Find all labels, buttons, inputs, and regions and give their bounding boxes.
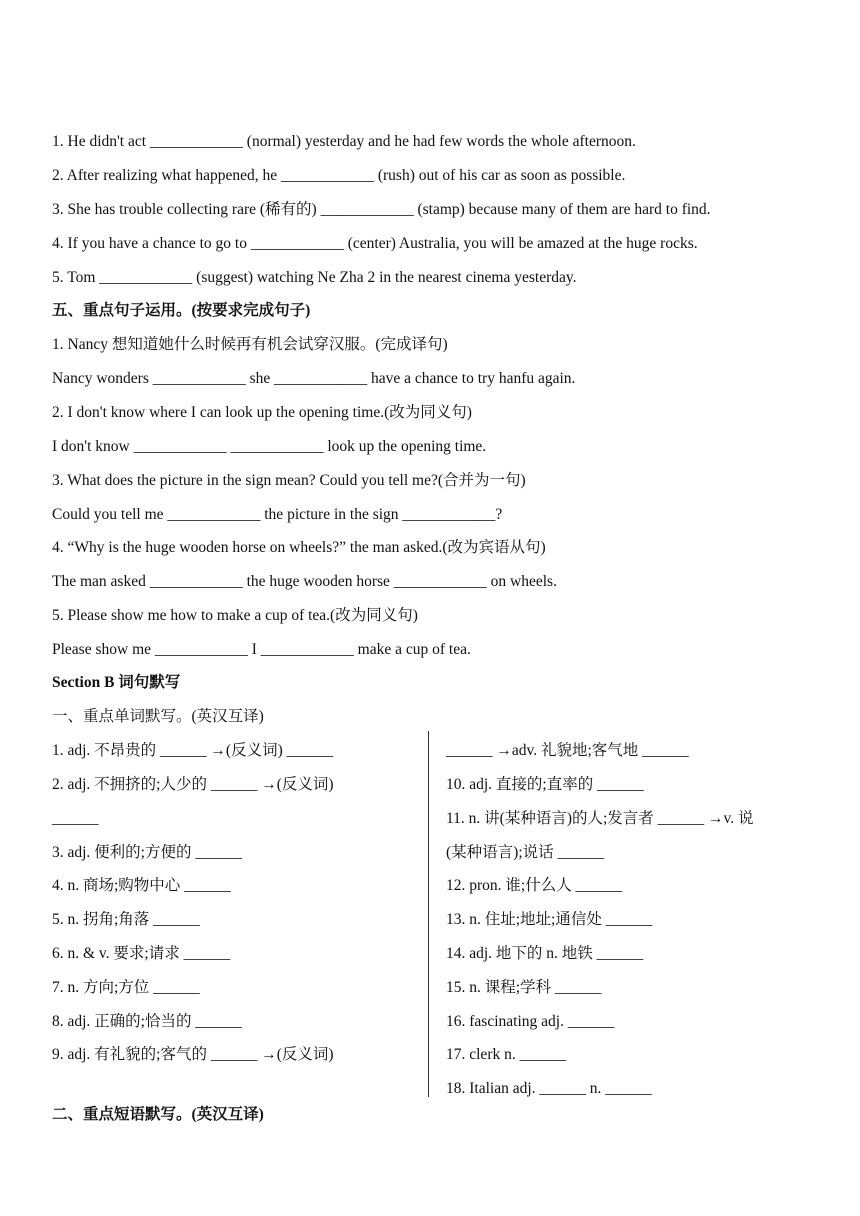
word-item-15: 15. n. 课程;学科 ______ — [446, 979, 602, 996]
question-3: 3. She has trouble collecting rare (稀有的) ____________ (stamp) because many of them are hard to find. — [52, 201, 711, 218]
word-item-8: 8. adj. 正确的;恰当的 ______ — [52, 1013, 242, 1030]
question-5: 5. Tom ____________ (suggest) watching Ne Zha 2 in the nearest cinema yesterday. — [52, 269, 577, 286]
word-item-3: 3. adj. 便利的;方便的 ______ — [52, 844, 242, 861]
sentence-answer-1: Nancy wonders ____________ she ____________ have a chance to try hanfu again. — [52, 370, 576, 387]
word-item-6: 6. n. & v. 要求;请求 ______ — [52, 945, 231, 962]
word-item-9-continued: ______ →adv. 礼貌地;客气地 ______ — [446, 742, 689, 759]
sentence-prompt-5: 5. Please show me how to make a cup of tea.(改为同义句) — [52, 607, 418, 624]
sentence-answer-5: Please show me ____________ I ____________ make a cup of tea. — [52, 641, 471, 658]
word-item-2: 2. adj. 不拥挤的;人少的 ______ →(反义词) — [52, 776, 334, 793]
word-item-7: 7. n. 方向;方位 ______ — [52, 979, 200, 996]
question-4: 4. If you have a chance to go to ____________ (center) Australia, you will be amazed at the huge rocks. — [52, 235, 698, 252]
word-item-4: 4. n. 商场;购物中心 ______ — [52, 877, 231, 894]
column-divider — [428, 731, 429, 1097]
section-b-heading: Section B 词句默写 — [52, 674, 181, 691]
phrase-dictation-heading: 二、重点短语默写。(英汉互译) — [52, 1106, 264, 1123]
word-item-2-continued: ______ — [52, 810, 99, 827]
word-item-11-continued: (某种语言);说话 ______ — [446, 844, 605, 861]
word-item-16: 16. fascinating adj. ______ — [446, 1013, 615, 1030]
sentence-prompt-2: 2. I don't know where I can look up the opening time.(改为同义句) — [52, 404, 472, 421]
word-dictation-heading: 一、重点单词默写。(英汉互译) — [52, 708, 264, 725]
word-item-9: 9. adj. 有礼貌的;客气的 ______ →(反义词) — [52, 1046, 334, 1063]
sentence-prompt-4: 4. “Why is the huge wooden horse on wheels?” the man asked.(改为宾语从句) — [52, 539, 546, 556]
word-item-17: 17. clerk n. ______ — [446, 1046, 567, 1063]
sentence-prompt-1: 1. Nancy 想知道她什么时候再有机会试穿汉服。(完成译句) — [52, 336, 448, 353]
sentence-answer-3: Could you tell me ____________ the picture in the sign ____________? — [52, 506, 503, 523]
word-item-18: 18. Italian adj. ______ n. ______ — [446, 1080, 652, 1097]
question-1: 1. He didn't act ____________ (normal) yesterday and he had few words the whole afternoon. — [52, 133, 636, 150]
word-item-14: 14. adj. 地下的 n. 地铁 ______ — [446, 945, 644, 962]
word-item-11: 11. n. 讲(某种语言)的人;发言者 ______ →v. 说 — [446, 810, 754, 827]
word-item-1: 1. adj. 不昂贵的 ______ →(反义词) ______ — [52, 742, 334, 759]
word-item-10: 10. adj. 直接的;直率的 ______ — [446, 776, 644, 793]
word-item-12: 12. pron. 谁;什么人 ______ — [446, 877, 623, 894]
sentence-prompt-3: 3. What does the picture in the sign mean? Could you tell me?(合并为一句) — [52, 472, 526, 489]
sentence-answer-2: I don't know ____________ ____________ look up the opening time. — [52, 438, 487, 455]
question-2: 2. After realizing what happened, he ____________ (rush) out of his car as soon as possible. — [52, 167, 626, 184]
word-item-5: 5. n. 拐角;角落 ______ — [52, 911, 200, 928]
word-item-13: 13. n. 住址;地址;通信处 ______ — [446, 911, 653, 928]
sentence-answer-4: The man asked ____________ the huge wooden horse ____________ on wheels. — [52, 573, 557, 590]
section-five-heading: 五、重点句子运用。(按要求完成句子) — [52, 302, 311, 319]
